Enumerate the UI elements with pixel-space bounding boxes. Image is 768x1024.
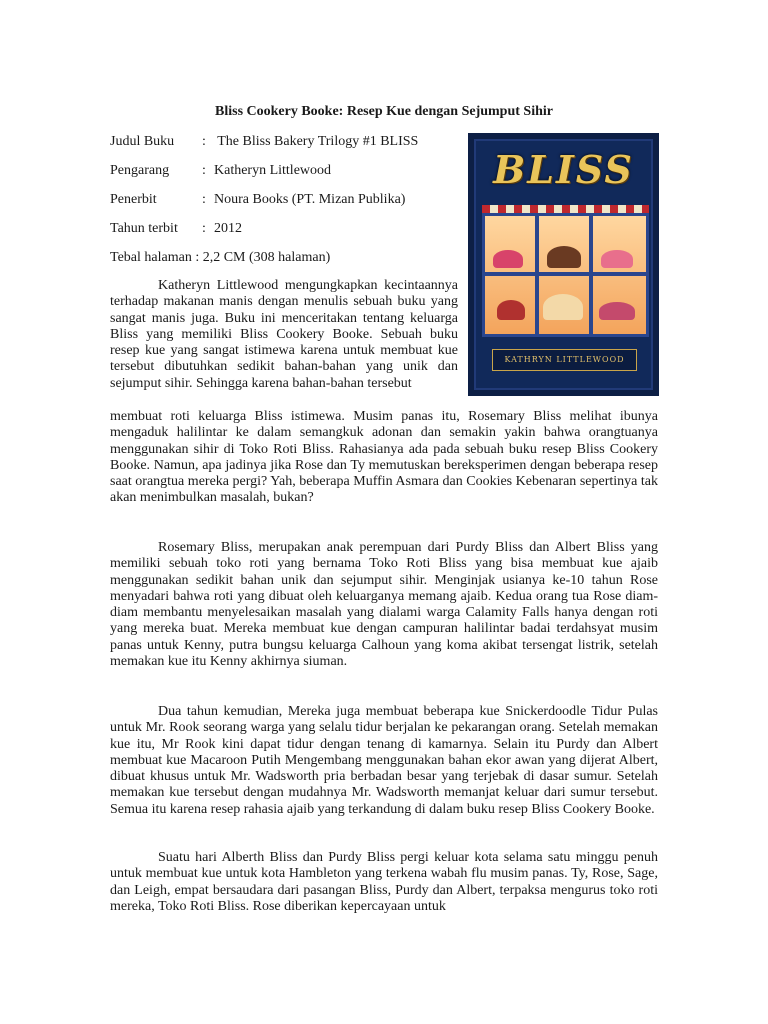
meta-row-judul-buku xyxy=(110,133,418,150)
meta-label: Penerbit xyxy=(110,192,157,207)
cake-illustration xyxy=(599,302,635,320)
meta-value: 2,2 CM (308 halaman) xyxy=(202,250,331,265)
paragraph-text: Katheryn Littlewood mengungkapkan kecintaannya terhadap makanan manis dengan menulis sebuah buku yang sangat manis juga. Buku ini menceritakan tentang keluarga Bliss yang memiliki Bliss Cookery Booke. Sebuah buku resep kue yang sangat istimewa karena untuk membuat kue tersebut dibutuhkan sedikit bahan-bahan yang unik dan sejumput sihir. Sehingga karena bahan-bahan tersebut xyxy=(110,278,458,391)
cake-illustration xyxy=(547,246,581,268)
meta-value: 2012 xyxy=(214,221,242,236)
cover-shop-window xyxy=(482,213,649,337)
cake-illustration xyxy=(493,250,523,268)
book-cover-image xyxy=(468,133,659,396)
cover-author-line: KATHRYN LITTLEWOOD xyxy=(492,349,637,371)
paragraph-text: Rosemary Bliss, merupakan anak perempuan dari Purdy Bliss dan Albert Bliss yang memiliki sebuah toko roti yang bernama Toko Roti Bliss yang bisa membuat kue ajaib menggunakan sedikit bahan unik dan sejumput sihir. Menginjak usianya ke-10 tahun Rose menyadari bahwa roti yang dibuat oleh keluarganya memang ajaib. Kedua orang tua Rose diam-diam membantu menyelesaikan masalah yang dialami warga Calamity Falls hanya dengan roti yang mereka buat. Mereka membuat kue dengan campuran halilintar badai terdahsyat musim panas untuk Kenny, putra bungsu keluarga Calhoun yang koma akibat tersengat listrik, setelah memakan kue itu Kenny akhirnya siuman. xyxy=(110,540,658,670)
paragraph-2 xyxy=(110,540,658,670)
meta-label: Judul Buku xyxy=(110,134,175,149)
meta-separator: : xyxy=(202,163,206,178)
cake-illustration xyxy=(543,294,583,320)
meta-separator: : xyxy=(202,134,206,149)
cake-illustration xyxy=(601,250,633,268)
meta-value: The Bliss Bakery Trilogy #1 BLISS xyxy=(217,134,419,149)
paragraph-3 xyxy=(110,704,658,818)
meta-separator: : xyxy=(202,221,206,236)
meta-value: Katheryn Littlewood xyxy=(214,163,332,178)
meta-value: Noura Books (PT. Mizan Publika) xyxy=(214,192,406,207)
meta-label: Tahun terbit xyxy=(110,221,178,236)
paragraph-text: Suatu hari Alberth Bliss dan Purdy Bliss pergi keluar kota selama satu minggu penuh untuk membuat kue untuk kota Hambleton yang terkena wabah flu musim panas. Ty, Rose, Sage, dan Leigh, empat bersaudara dari pasangan Bliss, Purdy dan Albert, terpaksa mengurus toko roti mereka, Toko Roti Bliss. Rose diberikan kepercayaan untuk xyxy=(110,850,658,914)
window-divider xyxy=(485,272,646,276)
meta-label: Pengarang xyxy=(110,163,170,178)
cover-title-art: BLISS xyxy=(493,147,634,192)
meta-separator: : xyxy=(195,250,200,265)
meta-label: Tebal halaman xyxy=(110,250,192,265)
document-title: Bliss Cookery Booke: Resep Kue dengan Sejumput Sihir xyxy=(215,104,553,119)
meta-row-tebal-halaman xyxy=(110,249,330,266)
paragraph-text: Dua tahun kemudian, Mereka juga membuat beberapa kue Snickerdoodle Tidur Pulas untuk Mr. Rook seorang warga yang selalu tidur berjalan ke pekarangan orang. Setelah memakan kue itu, Mr Rook kini dapat tidur dengan tenang di kamarnya. Selain itu Purdy dan Albert membuat kue Macaroon Putih Mengembang menggunakan bahan ekor awan yang dijerat Albert, dibuat khusus untuk Mr. Wadsworth pria berbadan besar yang terjebak di dasar sumur. Setelah memakan kue tersebut dengan mudahnya Mr. Wadsworth memanjat keluar dari sumur tersebut. Semua itu karena resep rahasia ajaib yang terkandung di dalam buku resep Bliss Cookery Booke. xyxy=(110,704,658,817)
meta-separator: : xyxy=(202,192,206,207)
cake-illustration xyxy=(497,300,525,320)
paragraph-1-continued xyxy=(110,409,658,507)
meta-row-pengarang xyxy=(110,162,331,179)
meta-row-tahun-terbit xyxy=(110,220,242,237)
paragraph-4 xyxy=(110,850,658,915)
meta-row-penerbit xyxy=(110,191,405,208)
paragraph-1-wrapped xyxy=(110,278,458,392)
paragraph-text: membuat roti keluarga Bliss istimewa. Musim panas itu, Rosemary Bliss melihat ibunya mengaduk halilintar ke dalam semangkuk adonan dan semakin yakin bahwa orangtuanya menggunakan sihir di Toko Roti Bliss. Rahasianya ada pada sebuah buku resep Bliss Cookery Booke. Namun, apa jadinya jika Rose dan Ty memutuskan bereksperimen dengan beberapa resep saat orangtua mereka pergi? Yah, beberapa Muffin Asmara dan Cookies Kebenaran sepertinya tak akan menimbulkan masalah, bukan? xyxy=(110,409,658,506)
